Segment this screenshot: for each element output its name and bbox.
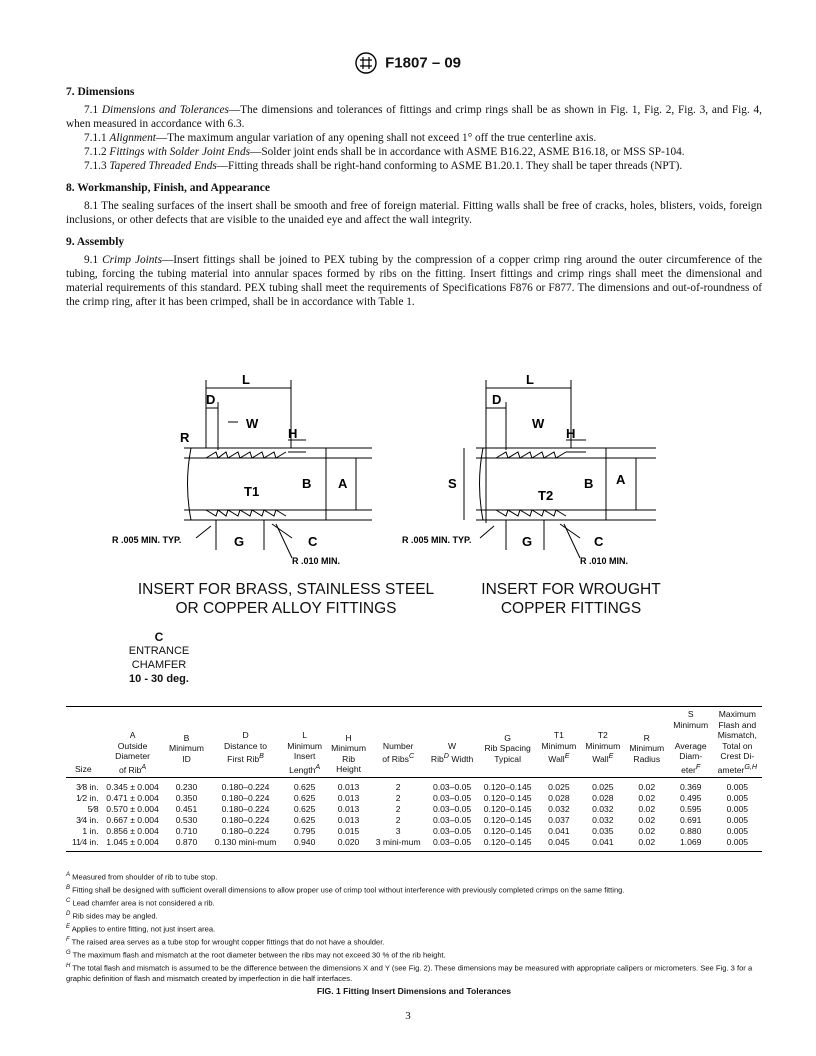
dimensions-table bbox=[66, 706, 762, 852]
table-row bbox=[66, 826, 762, 837]
table-cell: 0.028 bbox=[592, 792, 614, 803]
col-t1: T1 Minimum Wall$^E$ bbox=[541, 730, 577, 764]
table-cell: 1 in. bbox=[82, 825, 99, 836]
left-label-G: G bbox=[234, 534, 245, 549]
section-8 bbox=[66, 181, 762, 227]
table-cell: 0.856 ± 0.004 bbox=[106, 825, 159, 836]
table-cell: 0.041 bbox=[592, 836, 614, 847]
table-cell: 0.710 bbox=[175, 825, 198, 836]
section-8-title: 8. Workmanship, Finish, and Appearance bbox=[66, 182, 270, 194]
table-cell: 0.02 bbox=[638, 792, 656, 803]
para-8-1: 8.1 The sealing surfaces of the insert shall be smooth and free of foreign material. Fitting walls shall be free of cracks, holes, blisters, voids, foreign inclusions, or other defects that are visible to the unaided eye and affect the wall integrity. bbox=[66, 200, 762, 226]
col-r: R Minimum Radius bbox=[629, 732, 665, 764]
table-cell: 0.02 bbox=[638, 781, 656, 792]
table-cell: 0.03–0.05 bbox=[432, 781, 472, 792]
col-h: H Minimum Rib Height bbox=[331, 732, 366, 775]
table-row bbox=[66, 804, 762, 815]
right-label-B: B bbox=[584, 476, 594, 491]
table-cell: 0.625 bbox=[293, 814, 316, 825]
table-header-row bbox=[66, 707, 762, 778]
right-label-C: C bbox=[594, 534, 604, 549]
table-cell: 0.028 bbox=[548, 792, 570, 803]
table-cell: 0.013 bbox=[337, 781, 360, 792]
table-cell: 0.013 bbox=[337, 803, 360, 814]
left-r010: R .010 MIN. bbox=[292, 556, 341, 566]
figure-1-drawing bbox=[66, 360, 762, 700]
right-label-A: A bbox=[616, 472, 626, 487]
table-cell: 0.013 bbox=[337, 792, 360, 803]
table-cell: 0.795 bbox=[293, 825, 316, 836]
body-text bbox=[66, 85, 762, 317]
right-r010: R .010 MIN. bbox=[580, 556, 629, 566]
right-label-G: G bbox=[522, 534, 533, 549]
right-label-D: D bbox=[492, 392, 502, 407]
table-cell: 0.005 bbox=[726, 781, 749, 792]
table-cell: 0.025 bbox=[592, 781, 614, 792]
col-b: B Minimum ID bbox=[169, 732, 204, 764]
footnote: $^E$ Applies to entire fitting, not just insert area. bbox=[66, 924, 216, 934]
table-cell: 0.02 bbox=[638, 825, 656, 836]
table-cell: 0.032 bbox=[592, 803, 614, 814]
table-cell: 0.350 bbox=[175, 792, 198, 803]
left-label-A: A bbox=[338, 476, 348, 491]
table-cell: 0.02 bbox=[638, 814, 656, 825]
table-cell: 0.495 bbox=[679, 792, 702, 803]
right-label-S: S bbox=[448, 476, 457, 491]
table-cell: 0.570 ± 0.004 bbox=[106, 803, 159, 814]
table-cell: 0.005 bbox=[726, 792, 749, 803]
table-cell: 0.03–0.05 bbox=[432, 792, 472, 803]
table-cell: 0.025 bbox=[548, 781, 570, 792]
table-cell: 3⁄4 in. bbox=[76, 814, 99, 825]
table-cell: 0.005 bbox=[726, 836, 749, 847]
table-cell: 0.595 bbox=[679, 803, 702, 814]
para-7-1-1: 7.1.1 Alignment—The maximum angular variation of any opening shall not exceed 1° off the true centerline axis. bbox=[84, 132, 597, 144]
table-cell: 3 mini-mum bbox=[375, 836, 421, 847]
right-label-T2: T2 bbox=[538, 488, 554, 503]
table-cell: 0.345 ± 0.004 bbox=[106, 781, 159, 792]
table-cell: 0.451 bbox=[175, 803, 198, 814]
col-g: G Rib Spacing Typical bbox=[484, 732, 531, 764]
table-cell: 3 bbox=[395, 825, 401, 836]
col-s: S Minimum Average Diam- eter$^F$ bbox=[673, 709, 709, 775]
table-cell: 5⁄8 bbox=[87, 803, 99, 814]
table-cell: 0.625 bbox=[293, 803, 316, 814]
standard-designation: F1807 – 09 bbox=[385, 54, 462, 72]
footnote: $^D$ Rib sides may be angled. bbox=[66, 911, 158, 921]
table-cell: 0.471 ± 0.004 bbox=[106, 792, 159, 803]
table-cell: 1⁄2 in. bbox=[76, 792, 99, 803]
section-7 bbox=[66, 85, 762, 173]
table-cell: 0.180–0.224 bbox=[221, 803, 270, 814]
col-m: Maximum Flash and Mismatch, Total on Crest Di- ameter$^{G,H}$ bbox=[717, 709, 758, 775]
table-cell: 0.625 bbox=[293, 792, 316, 803]
table-cell: 0.035 bbox=[592, 825, 614, 836]
table-cell: 0.120–0.145 bbox=[483, 814, 532, 825]
left-insert-caption: INSERT FOR BRASS, STAINLESS STEEL OR COPPER ALLOY FITTINGS bbox=[137, 581, 435, 617]
table-cell: 0.369 bbox=[679, 781, 702, 792]
left-label-R: R bbox=[180, 430, 190, 445]
left-label-W: W bbox=[246, 416, 259, 431]
table-cell: 0.180–0.224 bbox=[221, 792, 270, 803]
table-cell: 0.880 bbox=[679, 825, 702, 836]
right-insert-caption: INSERT FOR WROUGHT COPPER FITTINGS bbox=[481, 581, 661, 617]
col-w: W Rib$^D$ Width bbox=[430, 740, 474, 764]
table-cell: 0.037 bbox=[548, 814, 570, 825]
table-cell: 0.180–0.224 bbox=[221, 814, 270, 825]
table-cell: 0.03–0.05 bbox=[432, 814, 472, 825]
table-cell: 0.013 bbox=[337, 814, 360, 825]
right-label-H: H bbox=[566, 426, 576, 441]
section-7-title: 7. Dimensions bbox=[66, 86, 135, 98]
table-cell: 3⁄8 in. bbox=[76, 781, 99, 792]
table-cell: 0.015 bbox=[337, 825, 360, 836]
section-9 bbox=[66, 235, 762, 309]
footnote: $^A$ Measured from shoulder of rib to tube stop. bbox=[66, 872, 218, 882]
para-7-1-2: 7.1.2 Fittings with Solder Joint Ends—Solder joint ends shall be in accordance with ASME B16.22, ASME B16.18, or MSS SP-104. bbox=[84, 146, 685, 158]
footnote: $^G$ The maximum flash and mismatch at the root diameter between the ribs may not exceed 30 % of the rib height. bbox=[66, 950, 446, 960]
left-label-L: L bbox=[242, 372, 250, 387]
table-cell: 2 bbox=[395, 792, 401, 803]
table-cell: 0.120–0.145 bbox=[483, 803, 532, 814]
footnote: $^H$ The total flash and mismatch is assumed to be the difference between the dimensions X and Y (see Fig. 2). These dimensions may be measured with appropriate calipers or micrometers. See Fig. 3 for a graphic definition of flash and mismatch created by imperfection in die half interfaces. bbox=[66, 963, 753, 984]
col-t2: T2 Minimum Wall$^E$ bbox=[585, 730, 621, 764]
col-l: L Minimum Insert Length$^A$ bbox=[287, 730, 323, 775]
figure-caption: FIG. 1 Fitting Insert Dimensions and Tolerances bbox=[316, 985, 512, 996]
astm-logo-icon bbox=[355, 52, 377, 74]
table-cell: 0.180–0.224 bbox=[221, 781, 270, 792]
col-size: Size bbox=[74, 764, 92, 775]
entrance-chamfer-note: C ENTRANCE CHAMFER 10 - 30 deg. bbox=[128, 630, 190, 685]
left-r005: R .005 MIN. TYP. bbox=[112, 535, 182, 545]
table-cell: 0.041 bbox=[548, 825, 570, 836]
table-cell: 0.005 bbox=[726, 814, 749, 825]
table-cell: 0.230 bbox=[175, 781, 198, 792]
para-7-1: 7.1 Dimensions and Tolerances—The dimensions and tolerances of fittings and crimp rings shall be as shown in Fig. 1, Fig. 2, Fig. 3, and Fig. 4, when measured in accordance with 6.3. bbox=[66, 104, 762, 130]
table-cell: 2 bbox=[395, 814, 401, 825]
table-cell: 0.530 bbox=[175, 814, 198, 825]
table-cell: 0.032 bbox=[548, 803, 570, 814]
table-cell: 0.625 bbox=[293, 781, 316, 792]
table-cell: 0.120–0.145 bbox=[483, 781, 532, 792]
table-cell: 0.120–0.145 bbox=[483, 836, 532, 847]
table-cell: 2 bbox=[395, 803, 401, 814]
table-cell: 0.03–0.05 bbox=[432, 803, 472, 814]
table-cell: 0.005 bbox=[726, 803, 749, 814]
para-9-1: 9.1 Crimp Joints—Insert fittings shall be joined to PEX tubing by the compression of a copper crimp ring around the outer circumference of the tubing, forcing the tubing material into annular spaces formed by ribs on the fitting. Insert fittings and crimp rings shall meet the dimensional and material requirements of this standard. PEX tubing shall meet the requirements of Specifications F876 or F877. The dimensions and out-of-roundness of the crimp ring, after it has been crimped, shall be in accordance with Table 1. bbox=[66, 254, 763, 308]
table-row bbox=[66, 815, 762, 826]
table-cell: 0.180–0.224 bbox=[221, 825, 270, 836]
table-cell: 0.020 bbox=[337, 836, 360, 847]
page-header bbox=[0, 52, 816, 74]
table-cell: 2 bbox=[395, 781, 401, 792]
section-9-title: 9. Assembly bbox=[66, 236, 125, 248]
table-cell: 0.005 bbox=[726, 825, 749, 836]
col-n: Number of Ribs$^C$ bbox=[382, 740, 415, 764]
table-cell: 11⁄4 in. bbox=[72, 836, 99, 847]
right-r005: R .005 MIN. TYP. bbox=[402, 535, 472, 545]
table-cell: 1.069 bbox=[679, 836, 702, 847]
para-7-1-3: 7.1.3 Tapered Threaded Ends—Fitting threads shall be right-hand conforming to ASME B1.20.1. They shall be taper threads (NPT). bbox=[84, 160, 683, 172]
table-cell: 0.120–0.145 bbox=[483, 792, 532, 803]
col-d: D Distance to First Rib$^B$ bbox=[224, 730, 268, 764]
table-cell: 0.03–0.05 bbox=[432, 825, 472, 836]
table-row bbox=[66, 837, 762, 852]
table-cell: 0.940 bbox=[293, 836, 316, 847]
right-label-W: W bbox=[532, 416, 545, 431]
left-label-C: C bbox=[308, 534, 318, 549]
footnotes bbox=[66, 870, 762, 996]
footnote: $^F$ The raised area serves as a tube stop for wrought copper fittings that do not have a shoulder. bbox=[66, 937, 385, 947]
left-label-D: D bbox=[206, 392, 216, 407]
table-cell: 0.870 bbox=[175, 836, 198, 847]
table-cell: 0.045 bbox=[548, 836, 570, 847]
footnote-list bbox=[66, 870, 762, 985]
table-cell: 0.03–0.05 bbox=[432, 836, 472, 847]
left-label-H: H bbox=[288, 426, 298, 441]
footnote: $^B$ Fitting shall be designed with sufficient overall dimensions to allow proper use of crimp tool without interference with previously completed crimps on the same fitting. bbox=[66, 885, 625, 895]
table-cell: 0.691 bbox=[679, 814, 702, 825]
right-label-L: L bbox=[526, 372, 534, 387]
table-cell: 0.120–0.145 bbox=[483, 825, 532, 836]
table-cell: 0.032 bbox=[592, 814, 614, 825]
footnote: $^C$ Lead chamfer area is not considered a rib. bbox=[66, 898, 215, 908]
table-body bbox=[66, 777, 762, 851]
table-cell: 1.045 ± 0.004 bbox=[106, 836, 159, 847]
table-row bbox=[66, 793, 762, 804]
table-cell: 0.667 ± 0.004 bbox=[106, 814, 159, 825]
page-number: 3 bbox=[405, 1010, 411, 1022]
table-cell: 0.02 bbox=[638, 836, 656, 847]
col-a: A Outside Diameter of Rib$^A$ bbox=[115, 730, 150, 775]
left-label-T1: T1 bbox=[244, 484, 260, 499]
table-cell: 0.130 mini-mum bbox=[214, 836, 277, 847]
left-label-B: B bbox=[302, 476, 312, 491]
table-row bbox=[66, 777, 762, 793]
table-cell: 0.02 bbox=[638, 803, 656, 814]
